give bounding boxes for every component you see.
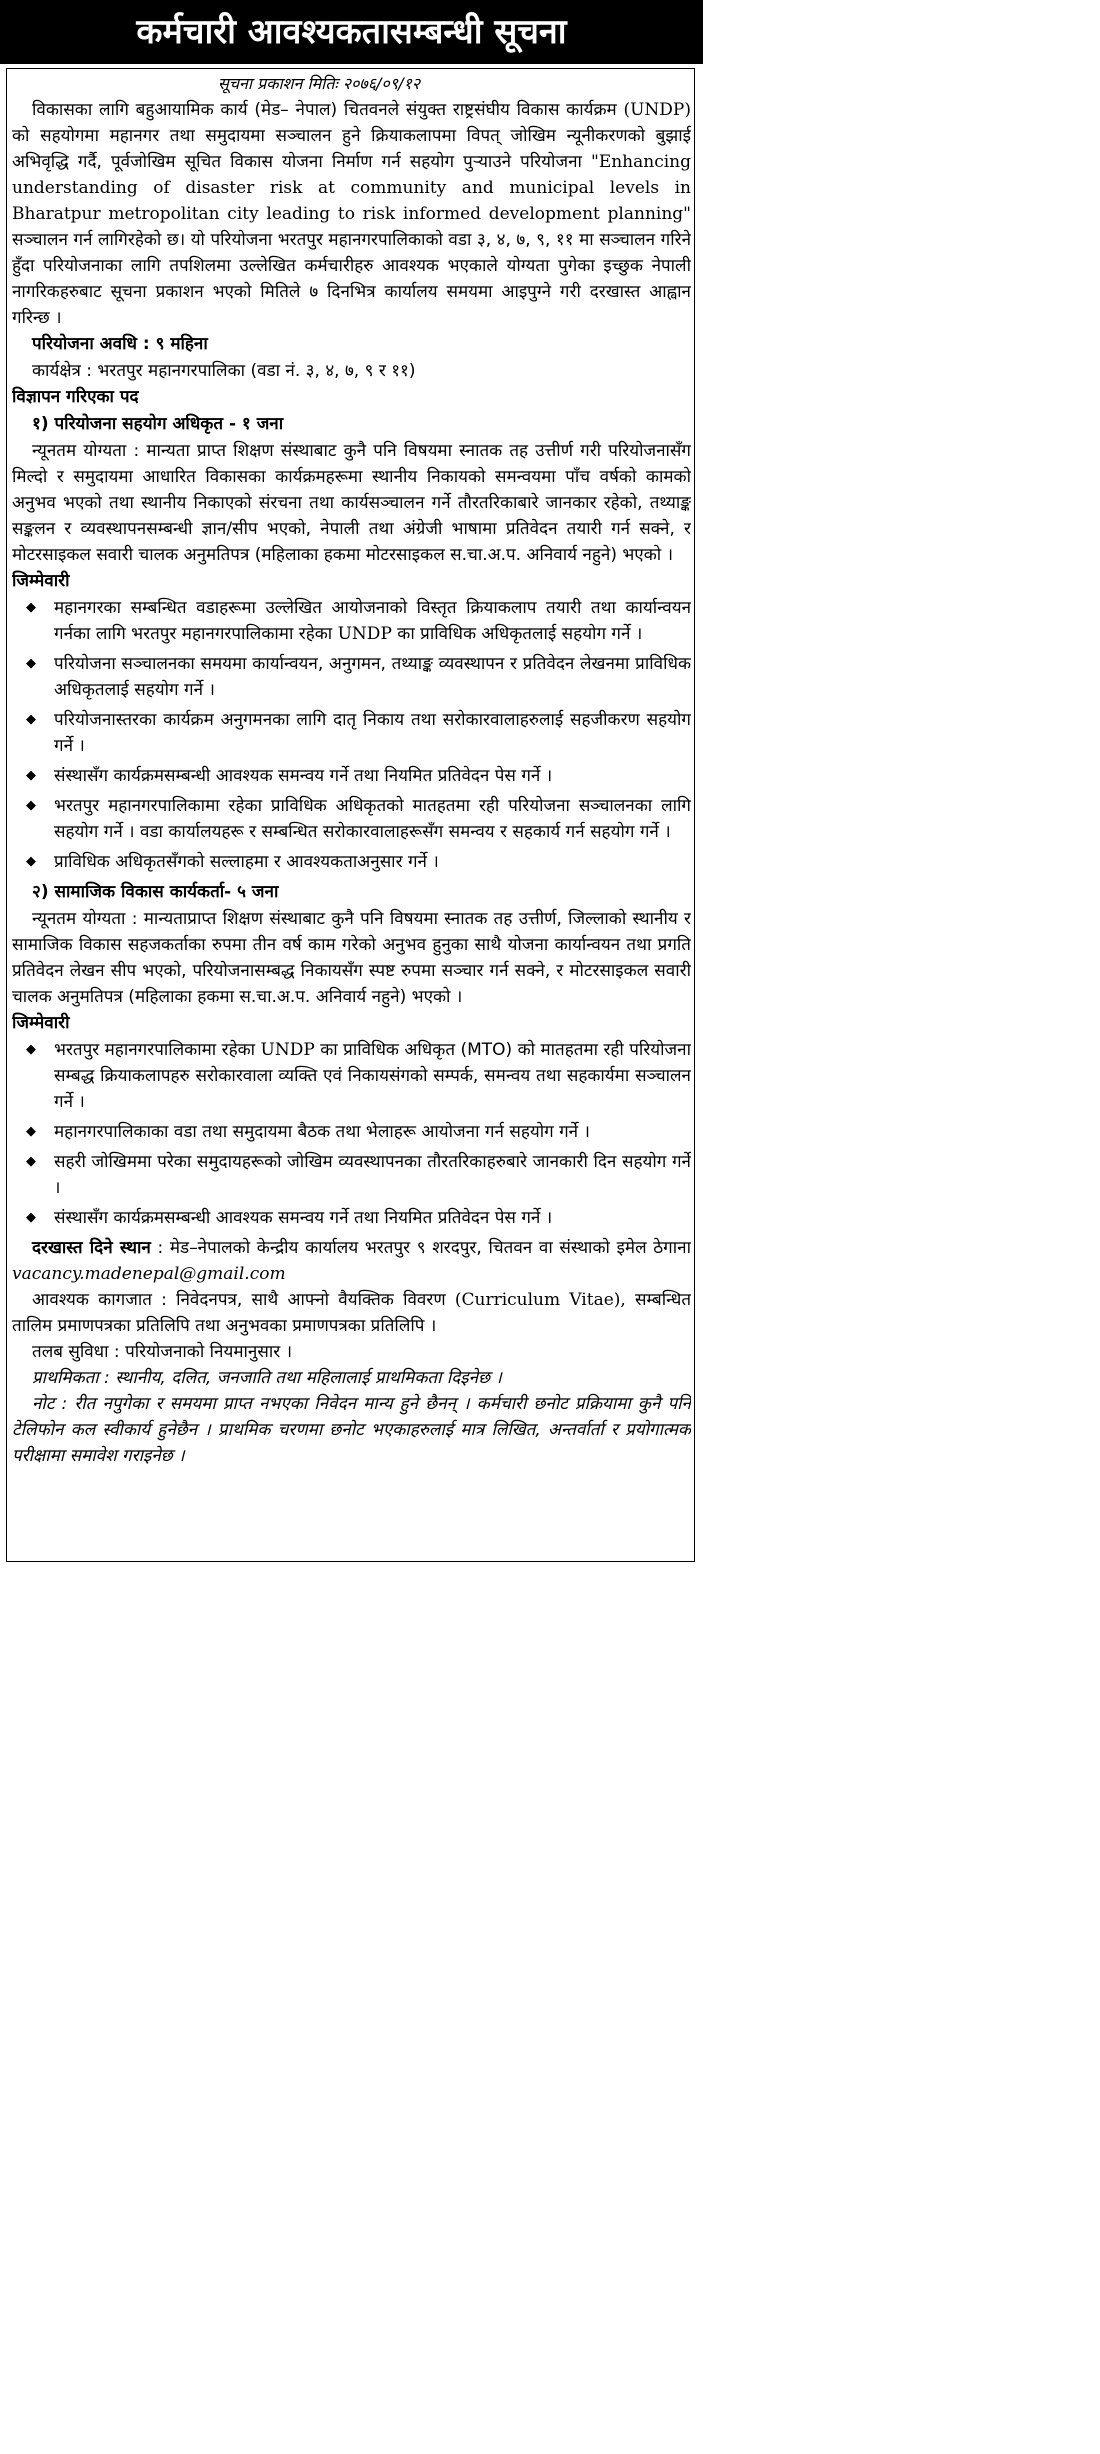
post1-heading: १) परियोजना सहयोग अधिकृत - १ जना — [32, 414, 284, 434]
intro-text-1: विकासका लागि बहुआयामिक कार्य (मेड– नेपाल) चितवनले संयुक्त राष्ट्रसंघीय विकास कार्यक्रम — [32, 100, 617, 120]
documents-label: आवश्यक कागजात : निवेदनपत्र, साथै आफ्नो वैयक्तिक विवरण — [32, 1290, 446, 1310]
application-email: vacancy.madenepal@gmail.com — [12, 1264, 286, 1284]
post2-item-text: भरतपुर महानगरपालिकामा रहेका — [54, 1040, 261, 1060]
post1-item-latin: UNDP — [337, 624, 392, 644]
diamond-bullet-icon: ◆ — [26, 1124, 36, 1139]
note: नोट : रीत नपुगेका र समयमा प्राप्त नभएका निवेदन मान्य हुने छैनन् । कर्मचारी छनोट प्रक्रियामा कुनै पनि टेलिफोन कल स्वीकार्य हुनेछैन । प्राथमिक चरणमा छनोट भएकाहरुलाई मात्र लिखित, अन्तर्वार्ता र प्रयोगात्मक परीक्षामा समावेश गराइनेछ । — [12, 1394, 691, 1466]
intro-text-2: को सहयोगमा महानगर तथा समुदायमा सञ्चालन हुने क्रियाकलापमा विपत् जोखिम न्यूनीकरणको बुझाई अभिवृद्धि गर्दै, पूर्वजोखिम सूचित विकास योजना निर्माण गर्न सहयोग पुऱ्याउने परियोजना — [12, 126, 691, 172]
diamond-bullet-icon: ◆ — [26, 768, 36, 783]
work-area: कार्यक्षेत्र : भरतपुर महानगरपालिका (वडा नं. ३, ४, ७, ९ र ११) — [32, 361, 416, 381]
diamond-bullet-icon: ◆ — [26, 1210, 36, 1225]
diamond-bullet-icon: ◆ — [26, 1042, 36, 1057]
intro-undp: (UNDP) — [623, 100, 691, 120]
diamond-bullet-icon: ◆ — [26, 1154, 36, 1169]
post1-item — [12, 849, 691, 875]
application-place-text: : मेड–नेपालको केन्द्रीय कार्यालय भरतपुर ९ शरदपुर, चितवन वा संस्थाको इमेल ठेगाना — [150, 1238, 691, 1258]
post1-item — [12, 793, 691, 845]
documents-rest: सम्बन्धित तालिम प्रमाणपत्रका प्रतिलिपि तथा अनुभवका प्रमाणपत्रका प्रतिलिपि । — [12, 1290, 691, 1336]
post1-responsibilities — [12, 595, 691, 875]
diamond-bullet-icon: ◆ — [26, 712, 36, 727]
application-place-label: दरखास्त दिने स्थान — [32, 1238, 151, 1258]
post1-item-text: परियोजनास्तरका कार्यक्रम अनुगमनका लागि दातृ निकाय तथा सरोकारवालाहरुलाई सहजीकरण सहयोग गर्ने । — [54, 710, 691, 756]
post2-responsibilities — [12, 1037, 691, 1231]
post2-item-text: संस्थासँग कार्यक्रमसम्बन्धी आवश्यक समन्वय गर्ने तथा नियमित प्रतिवेदन पेस गर्ने । — [54, 1208, 553, 1228]
documents-cv: (Curriculum Vitae), — [445, 1290, 626, 1310]
post1-item-text-end: का प्राविधिक अधिकृतलाई सहयोग गर्ने । — [391, 624, 643, 644]
notice-page — [0, 0, 703, 1568]
post1-item-text: भरतपुर महानगरपालिकामा रहेका प्राविधिक अधिकृतको मातहतमा रही परियोजना सञ्चालनका लागि सहयोग गर्ने । वडा कार्यालयहरू र सम्बन्धित सरोकारवालाहरूसँग समन्वय र सहकार्य गर्न सहयोग गर्ने । — [54, 796, 691, 842]
post1-item — [12, 595, 691, 647]
application-place — [12, 1235, 691, 1287]
post2-responsibilities-heading: जिम्मेवारी — [12, 1013, 70, 1033]
post2-item — [12, 1205, 691, 1231]
post2-item-text: महानगरपालिकाका वडा तथा समुदायमा बैठक तथा भेलाहरू आयोजना गर्न सहयोग गर्ने । — [54, 1122, 590, 1142]
project-duration: परियोजना अवधि : ९ महिना — [32, 334, 208, 354]
advertised-posts-heading: विज्ञापन गरिएका पद — [12, 387, 139, 407]
post2-item-text-end: का प्राविधिक अधिकृत (MTO) को मातहतमा रही परियोजना सम्बद्ध क्रियाकलापहरु सरोकारवाला व्यक्ति एवं निकायसंगको सम्पर्क, समन्वय तथा सहकार्यमा सञ्चालन गर्ने । — [54, 1040, 691, 1112]
post1-item-text: प्राविधिक अधिकृतसँगको सल्लाहमा र आवश्यकताअनुसार गर्ने । — [54, 852, 439, 872]
post2-item-text: सहरी जोखिममा परेका समुदायहरूको जोखिम व्यवस्थापनका तौरतरिकाहरुबारे जानकारी दिन सहयोग गर्ने । — [54, 1152, 691, 1198]
intro-paragraph — [12, 97, 691, 331]
post2-qualification: न्यूनतम योग्यता : मान्यताप्राप्त शिक्षण संस्थाबाट कुनै पनि विषयमा स्नातक तह उत्तीर्ण, जिल्लाको स्थानीय र सामाजिक विकास सहजकर्ताका रुपमा तीन वर्ष काम गरेको अनुभव हुनुका साथै योजना कार्यान्वयन तथा प्रगति प्रतिवेदन लेखन सीप भएको, परियोजनासम्बद्ध निकायसँग स्पष्ट रुपमा सञ्चार गर्न सक्ने, र मोटरसाइकल सवारी चालक अनुमतिपत्र (महिलाका हकमा स.चा.अ.प. अनिवार्य नहुने) भएको । — [12, 909, 691, 1007]
required-documents — [12, 1287, 691, 1339]
notice-body — [12, 72, 691, 1564]
post2-item-latin: UNDP — [260, 1040, 315, 1060]
post1-qualification: न्यूनतम योग्यता : मान्यता प्राप्त शिक्षण संस्थाबाट कुनै पनि विषयमा स्नातक तह उत्तीर्ण गरी परियोजनासँग मिल्दो र समुदायमा आधारित विकासका कार्यक्रमहरूमा स्थानीय निकायको समन्वयमा पाँच वर्षको कामको अनुभव भएको तथा स्थानीय निकाएको संरचना तथा कार्यसञ्चालन गर्ने तौरतरिकाबारे जानकार रहेको, तथ्याङ्क सङ्कलन र व्यवस्थापनसम्बन्धी ज्ञान/सीप भएको, नेपाली तथा अंग्रेजी भाषामा प्रतिवेदन तयारी गर्न सक्ने, र मोटरसाइकल सवारी चालक अनुमतिपत्र (महिलाका हकमा मोटरसाइकल स.चा.अ.प. अनिवार्य नहुने) भएको । — [12, 441, 691, 565]
priority: प्राथमिकता : स्थानीय, दलित, जनजाति तथा महिलालाई प्राथमिकता दिइनेछ । — [32, 1368, 502, 1388]
post2-heading: २) सामाजिक विकास कार्यकर्ता- ५ जना — [32, 882, 279, 902]
intro-text-3: सञ्चालन गर्न लागिरहेको छ। यो परियोजना भरतपुर महानगरपालिकाको वडा ३, ४, ७, ९, ११ मा सञ्चालन गरिने हुँदा परियोजनाका लागि तपशिलमा उल्लेखित कर्मचारीहरु आवश्यक भएकाले योग्यता पुगेका इच्छुक नेपाली नागरिकहरुबाट सूचना प्रकाशन भएको मितिले ७ दिनभित्र कार्यालय समयमा आइपुग्ने गरी दरखास्त आह्वान गरिन्छ । — [12, 230, 691, 328]
diamond-bullet-icon: ◆ — [26, 854, 36, 869]
publication-date: सूचना प्रकाशन मितिः २०७६/०९/१२ — [218, 74, 421, 93]
post2-item — [12, 1119, 691, 1145]
post1-item — [12, 651, 691, 703]
notice-title: कर्मचारी आवश्यकतासम्बन्धी सूचना — [0, 0, 703, 64]
post1-responsibilities-heading: जिम्मेवारी — [12, 571, 70, 591]
diamond-bullet-icon: ◆ — [26, 798, 36, 813]
salary: तलब सुविधा : परियोजनाको नियमानुसार । — [32, 1342, 293, 1362]
post1-item-text: संस्थासँग कार्यक्रमसम्बन्धी आवश्यक समन्वय गर्ने तथा नियमित प्रतिवेदन पेस गर्ने । — [54, 766, 553, 786]
diamond-bullet-icon: ◆ — [26, 656, 36, 671]
diamond-bullet-icon: ◆ — [26, 600, 36, 615]
post1-item — [12, 707, 691, 759]
post1-item-text: परियोजना सञ्चालनका समयमा कार्यान्वयन, अनुगमन, तथ्याङ्क व्यवस्थापन र प्रतिवेदन लेखनमा प्राविधिक अधिकृतलाई सहयोग गर्ने । — [54, 654, 691, 700]
post2-item — [12, 1037, 691, 1115]
post2-item — [12, 1149, 691, 1201]
post1-item — [12, 763, 691, 789]
post1-item-text: महानगरका सम्बन्धित वडाहरूमा उल्लेखित आयोजनाको विस्तृत क्रियाकलाप तयारी तथा कार्यान्वयन गर्नका लागि भरतपुर महानगरपालिकामा रहेका — [54, 598, 691, 644]
project-title: "Enhancing understanding of disaster risk at community and municipal levels in Bharatpur metropolitan city leading to risk informed development planning" — [12, 152, 691, 224]
